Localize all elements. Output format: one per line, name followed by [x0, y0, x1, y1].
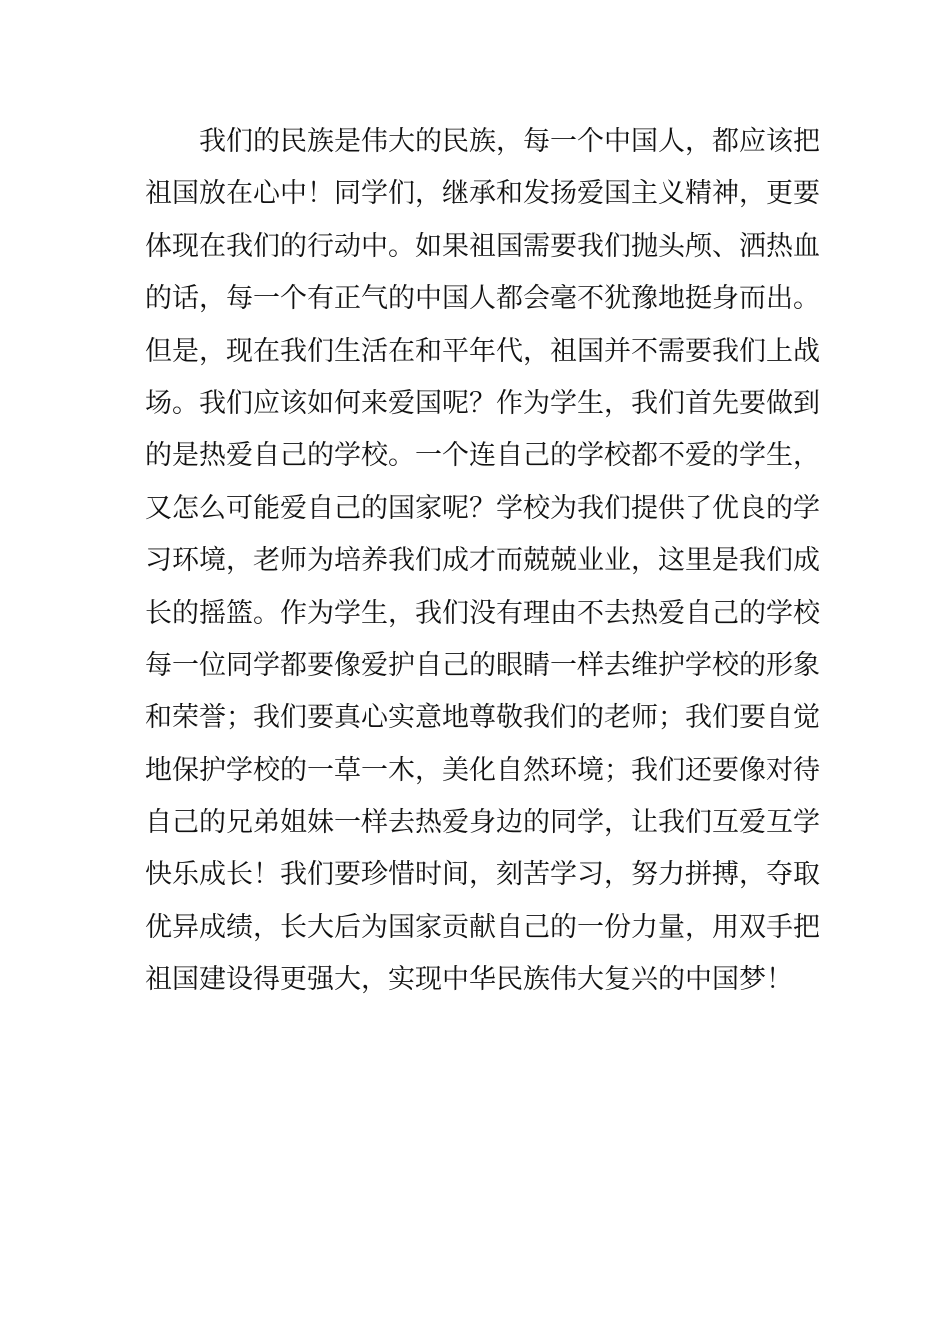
text-line-8: 又怎么可能爱自己的国家呢？学校为我们提供了优良的学 — [145, 492, 820, 524]
text-line-15: 快乐成长！我们要珍惜时间，刻苦学习，努力拼搏，夺取 — [145, 859, 820, 891]
text-line-4: 的话，每一个有正气的中国人都会毫不犹豫地挺身而出。 — [145, 283, 820, 315]
text-line-14: 自己的兄弟姐妹一样去热爱身边的同学，让我们互爱互学 — [145, 807, 820, 839]
text-line-3: 体现在我们的行动中。如果祖国需要我们抛头颅、洒热血 — [145, 230, 820, 262]
speech-paragraph — [145, 116, 820, 1007]
text-line-10: 长的摇篮。作为学生，我们没有理由不去热爱自己的学校 — [145, 597, 820, 629]
text-line-7: 的是热爱自己的学校。一个连自己的学校都不爱的学生， — [145, 440, 820, 472]
text-line-16: 优异成绩，长大后为国家贡献自己的一份力量，用双手把 — [145, 911, 820, 943]
text-line-17: 祖国建设得更强大，实现中华民族伟大复兴的中国梦！ — [145, 964, 793, 996]
text-line-11: 每一位同学都要像爱护自己的眼睛一样去维护学校的形象 — [145, 649, 820, 681]
text-line-1: 我们的民族是伟大的民族，每一个中国人，都应该把 — [199, 126, 820, 157]
text-line-5: 但是，现在我们生活在和平年代，祖国并不需要我们上战 — [145, 335, 820, 367]
text-line-6: 场。我们应该如何来爱国呢？作为学生，我们首先要做到 — [145, 387, 820, 419]
text-line-12: 和荣誉；我们要真心实意地尊敬我们的老师；我们要自觉 — [145, 702, 820, 734]
text-line-13: 地保护学校的一草一木，美化自然环境；我们还要像对待 — [145, 754, 820, 786]
text-line-9: 习环境，老师为培养我们成才而兢兢业业，这里是我们成 — [145, 545, 820, 577]
text-line-2: 祖国放在心中！同学们，继承和发扬爱国主义精神，更要 — [145, 178, 820, 210]
